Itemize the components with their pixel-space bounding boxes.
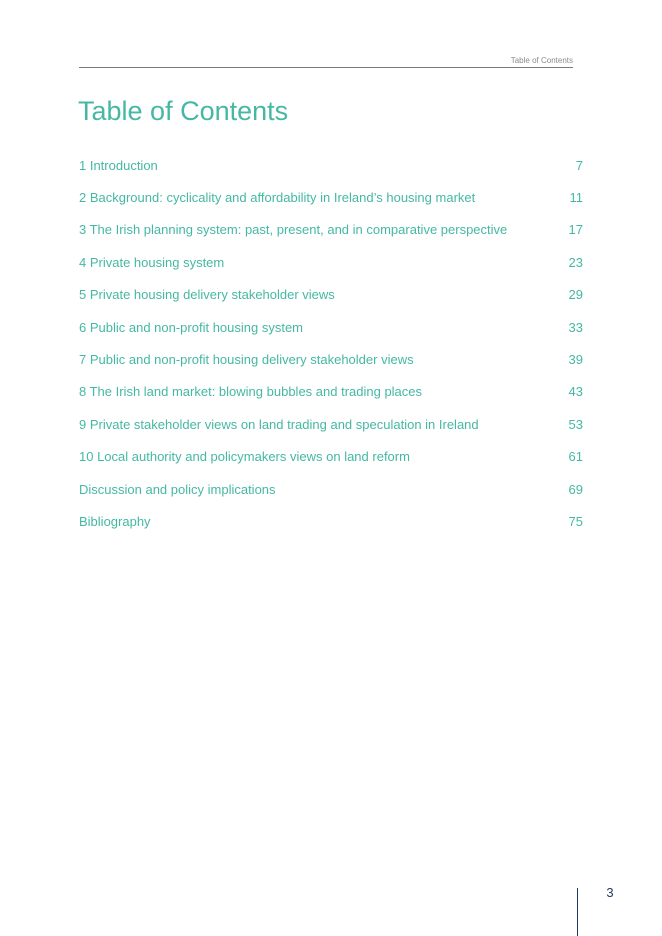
toc-entry-land-reform-views[interactable] (79, 441, 583, 473)
running-header (79, 56, 573, 68)
toc-entry-planning-system[interactable] (79, 214, 583, 246)
toc-entry-label: 9 Private stakeholder views on land trading and speculation in Ireland (79, 416, 479, 432)
toc-entry-introduction[interactable] (79, 149, 583, 181)
toc-entry-private-stakeholder-views[interactable] (79, 279, 583, 311)
toc-entry-label: 5 Private housing delivery stakeholder views (79, 287, 335, 303)
toc-entry-label: 3 The Irish planning system: past, present, and in comparative perspective (79, 222, 508, 238)
table-of-contents (79, 149, 583, 538)
toc-entry-label: Discussion and policy implications (79, 481, 276, 497)
toc-entry-page: 53 (568, 416, 583, 432)
toc-entry-label: 8 The Irish land market: blowing bubbles and trading places (79, 384, 423, 400)
toc-entry-land-trading-views[interactable] (79, 408, 583, 440)
toc-entry-label: Bibliography (79, 513, 151, 529)
toc-entry-discussion[interactable] (79, 473, 583, 505)
page-number: 3 (606, 885, 614, 900)
toc-entry-page: 11 (569, 190, 583, 206)
toc-entry-page: 29 (568, 287, 583, 303)
toc-entry-label: 4 Private housing system (79, 254, 225, 270)
toc-entry-page: 33 (568, 319, 583, 335)
toc-entry-background[interactable] (79, 181, 583, 213)
running-header-title: Table of Contents (510, 56, 573, 65)
toc-entry-page: 61 (568, 449, 583, 465)
toc-entry-page: 23 (568, 254, 583, 270)
toc-entry-page: 69 (568, 481, 583, 497)
toc-entry-page: 75 (568, 513, 583, 529)
toc-entry-page: 39 (568, 352, 583, 368)
toc-entry-private-housing-system[interactable] (79, 246, 583, 278)
toc-entry-label: 10 Local authority and policymakers views on land reform (79, 449, 410, 465)
toc-entry-label: 2 Background: cyclicality and affordability in Ireland’s housing market (79, 190, 476, 206)
page-title: Table of Contents (78, 96, 289, 126)
toc-entry-label: 1 Introduction (79, 157, 158, 173)
toc-entry-page: 7 (575, 157, 583, 173)
toc-entry-label: 7 Public and non-profit housing delivery stakeholder views (79, 352, 414, 368)
footer-divider (577, 888, 578, 936)
toc-entry-label: 6 Public and non-profit housing system (79, 319, 304, 335)
toc-entry-public-housing-system[interactable] (79, 311, 583, 343)
toc-entry-page: 17 (568, 222, 583, 238)
toc-entry-bibliography[interactable] (79, 505, 583, 537)
toc-entry-public-stakeholder-views[interactable] (79, 343, 583, 375)
toc-entry-page: 43 (568, 384, 583, 400)
toc-entry-land-market[interactable] (79, 376, 583, 408)
